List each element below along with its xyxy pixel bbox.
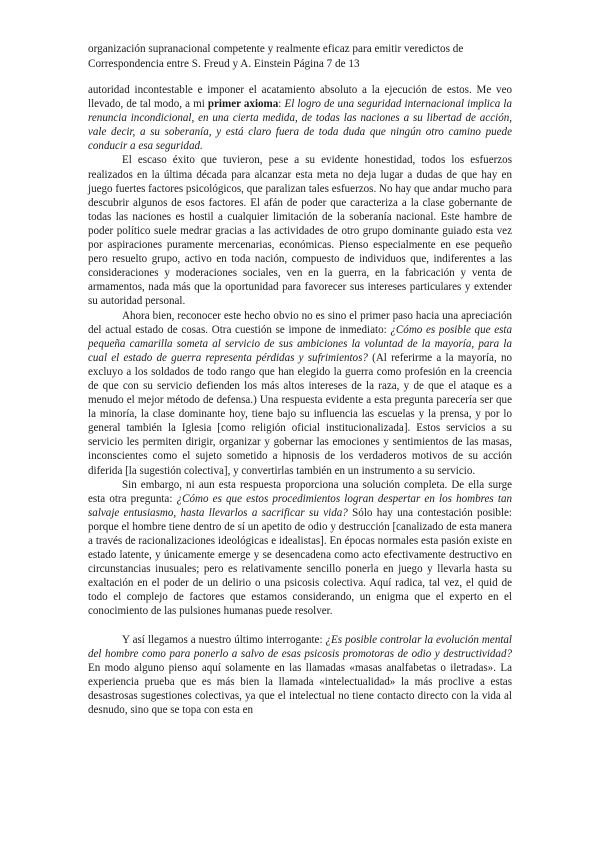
paragraph-3-text: (Al referirme a la mayoría, no excluyo a los soldados de todo rango que han elegido la guerra como profesión en la creencia de que con su servicio defienden los más altos intereses de la raza, y de que el ataque es a menudo el mejor método de defensa.) Una respuesta evidente a esta pregunta parecería ser que la minoría, la clase dominante hoy, tiene bajo su influencia las escuelas y la prensa, y por lo general también la Iglesia [como religión oficial institucionalizada]. Estos servicios a su servicio les permiten dirigir, organizar y gobernar las emociones y sentimientos de las masas, inconscientes como el sujeto sometido a hipnosis de los verdaderos motivos de su acción diferida [la sugestión colectiva], y convertirlas también en un instrumento a su servicio. xyxy=(88,351,512,477)
colon: : xyxy=(278,98,285,111)
paragraph-5-question: ¿Es posible controlar la evolución mental del hombre como para ponerlo a salvo de esas psicosis promotoras de odio y destructividad? xyxy=(88,633,513,660)
paragraph-5-text: En modo alguno pienso aquí solamente en las llamadas «masas analfabetas o iletradas». La experiencia prueba que es más bien la llamada «intelectualidad» la más proclive a estas desastrosas sugestiones colectivas, ya que el intelectual no tiene contacto directo con la vida al desnudo, sino que se topa con esta en xyxy=(88,661,512,717)
primer-axioma-term: primer axioma xyxy=(207,98,279,111)
paragraph-5 xyxy=(88,633,512,718)
running-header: organización supranacional competente y realmente eficaz para emitir veredictos de Correspondencia entre S. Freud y A. Einstein Página 7 de 13 xyxy=(88,43,464,70)
paragraph-1 xyxy=(88,83,512,153)
paragraph-gap xyxy=(88,619,512,633)
paragraph-4-question: ¿Cómo es que estos procedimientos logran despertar en los hombres tan salvaje entusiasmo, hasta llevarlos a sacrificar su vida? xyxy=(88,492,512,519)
paragraph-5-intro: Y así llegamos a nuestro último interrogante: xyxy=(122,633,326,646)
paragraph-3-question: ¿Cómo es posible que esta pequeña camarilla someta al servicio de sus ambiciones la voluntad de la mayoría, para la cual el estado de guerra representa pérdidas y sufrimientos? xyxy=(88,323,512,364)
paragraph-3-intro: Ahora bien, reconocer este hecho obvio no es sino el primer paso hacia una apreciación del actual estado de cosas. Otra cuestión se impone de inmediato: xyxy=(88,309,512,336)
paragraph-3 xyxy=(88,309,512,478)
paragraph-2: El escaso éxito que tuvieron, pese a su evidente honestidad, todos los esfuerzos realizados en la última década para alcanzar esta meta no deja lugar a dudas de que hay en juego fuertes factores psicológicos, que paralizan tales esfuerzos. No hay que andar mucho para descubrir algunos de esos factores. El afán de poder que caracteriza a la clase gobernante de todas las naciones es hostil a cualquier limitación de la soberanía nacional. Este hambre de poder político suele medrar gracias a las actividades de otro grupo dominante guiado esta vez por aspiraciones puramente mercenarias, económicas. Pienso especialmente en ese pequeño pero resuelto grupo, activo en toda nación, compuesto de individuos que, indiferentes a las consideraciones y moderaciones sociales, ven en la guerra, en la fabricación y venta de armamentos, nada más que la oportunidad para favorecer sus intereses particulares y extender su autoridad personal. xyxy=(88,154,512,308)
paragraph-4 xyxy=(88,478,512,619)
document-body xyxy=(88,83,512,717)
axiom-statement: El logro de una seguridad internacional implica la renuncia incondicional, en una cierta medida, de todas las naciones a su libertad de acción, vale decir, a su soberanía, y está claro fuera de toda duda que ningún otro camino puede conducir a esa seguridad. xyxy=(88,98,512,153)
paragraph-4-text: Sólo hay una contestación posible: porque el hombre tiene dentro de sí un apetito de odio y destrucción [canalizado de esta manera a través de racionalizaciones ideológicas e idealistas]. En épocas normales esta pasión existe en estado latente, y únicamente emerge y se desencadena como acto efectivamente destructivo en circunstancias inusuales; pero es relativamente sencillo ponerla en juego y llevarla hasta su exaltación en el poder de un delirio o una psicosis colectiva. Aquí radica, tal vez, el quid de todo el complejo de factores que estamos considerando, un enigma que el experto en el conocimiento de las pulsiones humanas puede resolver. xyxy=(88,506,512,618)
paragraph-4-intro: Sin embargo, ni aun esta respuesta proporciona una solución completa. De ella surge esta otra pregunta: xyxy=(88,478,512,505)
paragraph-1-text: autoridad incontestable e imponer el acatamiento absoluto a la ejecución de estos. Me veo llevado, de tal modo, a mi xyxy=(88,84,512,111)
